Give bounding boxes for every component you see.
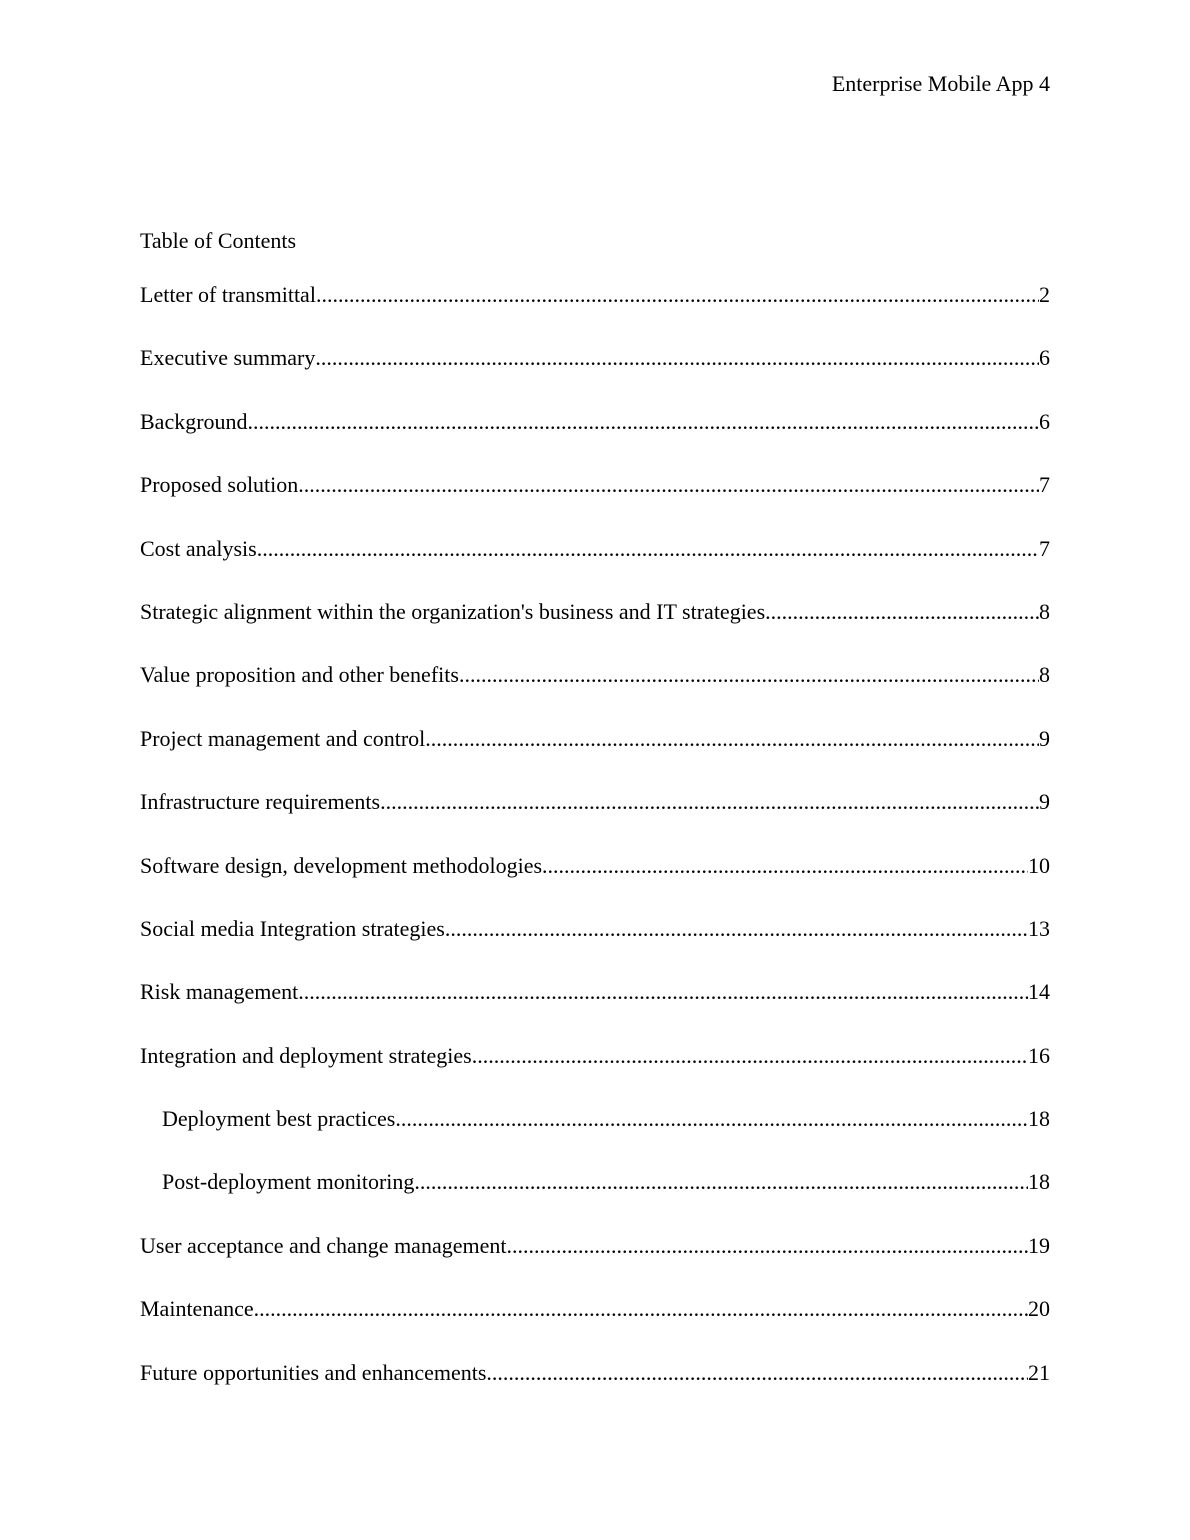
toc-entry-page: 18 [1028, 1169, 1050, 1195]
toc-entry-maintenance[interactable] [140, 1295, 1050, 1358]
toc-dot-leader [459, 661, 1039, 689]
toc-dot-leader [380, 788, 1039, 816]
toc-entry-page: 8 [1039, 662, 1050, 688]
toc-entry-page: 8 [1039, 598, 1050, 624]
toc-dot-leader [414, 1168, 1028, 1196]
toc-dot-leader [445, 915, 1028, 943]
toc-dot-leader [257, 535, 1039, 563]
toc-entry-title: Executive summary [140, 345, 316, 371]
toc-dot-leader [315, 344, 1039, 372]
toc-dot-leader [425, 725, 1039, 753]
toc-entry-future-opportunities[interactable] [140, 1359, 1050, 1422]
toc-entry-page: 7 [1039, 535, 1050, 561]
toc-entry-title: Project management and control [140, 725, 426, 751]
toc-entry-proposed-solution[interactable] [140, 471, 1050, 534]
toc-entry-page: 6 [1039, 408, 1050, 434]
toc-entry-title: Infrastructure requirements [140, 789, 381, 815]
table-of-contents [140, 281, 1050, 1422]
toc-entry-executive-summary[interactable] [140, 344, 1050, 407]
toc-entry-page: 18 [1028, 1106, 1050, 1132]
toc-dot-leader [542, 852, 1028, 880]
toc-entry-page: 10 [1028, 852, 1050, 878]
toc-entry-page: 14 [1028, 979, 1050, 1005]
toc-entry-page: 2 [1039, 282, 1050, 307]
toc-entry-title: User acceptance and change management [140, 1232, 507, 1258]
toc-entry-page: 13 [1028, 915, 1050, 941]
toc-entry-page: 7 [1039, 472, 1050, 498]
toc-entry-user-acceptance[interactable] [140, 1232, 1050, 1295]
toc-entry-background[interactable] [140, 408, 1050, 471]
toc-entry-title: Cost analysis [140, 535, 257, 561]
toc-entry-value-proposition[interactable] [140, 661, 1050, 724]
toc-entry-title: Integration and deployment strategies [140, 1042, 472, 1068]
toc-entry-letter-of-transmittal[interactable] [140, 281, 1050, 344]
toc-entry-title: Risk management [140, 979, 299, 1005]
toc-entry-project-management[interactable] [140, 725, 1050, 788]
toc-dot-leader [765, 598, 1039, 626]
toc-entry-title: Social media Integration strategies [140, 915, 445, 941]
toc-entry-title: Proposed solution [140, 472, 299, 498]
toc-entry-page: 19 [1028, 1232, 1050, 1258]
toc-entry-social-media-integration[interactable] [140, 915, 1050, 978]
toc-dot-leader [248, 408, 1039, 436]
toc-dot-leader [298, 978, 1028, 1006]
toc-entry-title: Value proposition and other benefits [140, 662, 459, 688]
running-header: Enterprise Mobile App 4 [831, 71, 1050, 96]
toc-entry-title: Strategic alignment within the organization's business and IT strategies [140, 598, 766, 624]
toc-entry-page: 20 [1028, 1296, 1050, 1322]
toc-entry-title: Maintenance [140, 1296, 254, 1322]
toc-entry-deployment-best-practices[interactable] [140, 1105, 1050, 1168]
toc-dot-leader [472, 1042, 1028, 1070]
toc-entry-title: Post-deployment monitoring [162, 1169, 415, 1195]
toc-entry-title: Future opportunities and enhancements [140, 1359, 487, 1385]
toc-dot-leader [316, 281, 1039, 309]
toc-entry-cost-analysis[interactable] [140, 535, 1050, 598]
toc-entry-page: 6 [1039, 345, 1050, 371]
toc-entry-title: Background [140, 408, 248, 434]
toc-entry-page: 16 [1028, 1042, 1050, 1068]
toc-entry-strategic-alignment[interactable] [140, 598, 1050, 661]
toc-entry-software-design[interactable] [140, 852, 1050, 915]
toc-entry-post-deployment-monitoring[interactable] [140, 1168, 1050, 1231]
toc-entry-page: 9 [1039, 725, 1050, 751]
toc-entry-infrastructure-requirements[interactable] [140, 788, 1050, 851]
toc-entry-page: 9 [1039, 789, 1050, 815]
toc-entry-title: Software design, development methodologies [140, 852, 543, 878]
toc-entry-title: Letter of transmittal [140, 282, 316, 307]
toc-entry-page: 21 [1028, 1359, 1050, 1385]
toc-dot-leader [254, 1295, 1028, 1323]
toc-entry-risk-management[interactable] [140, 978, 1050, 1041]
toc-dot-leader [298, 471, 1039, 499]
toc-heading: Table of Contents [140, 228, 297, 253]
toc-entry-title: Deployment best practices [162, 1106, 396, 1132]
toc-dot-leader [395, 1105, 1028, 1133]
toc-dot-leader [486, 1359, 1028, 1387]
toc-entry-integration-deployment[interactable] [140, 1042, 1050, 1105]
toc-dot-leader [506, 1232, 1028, 1260]
